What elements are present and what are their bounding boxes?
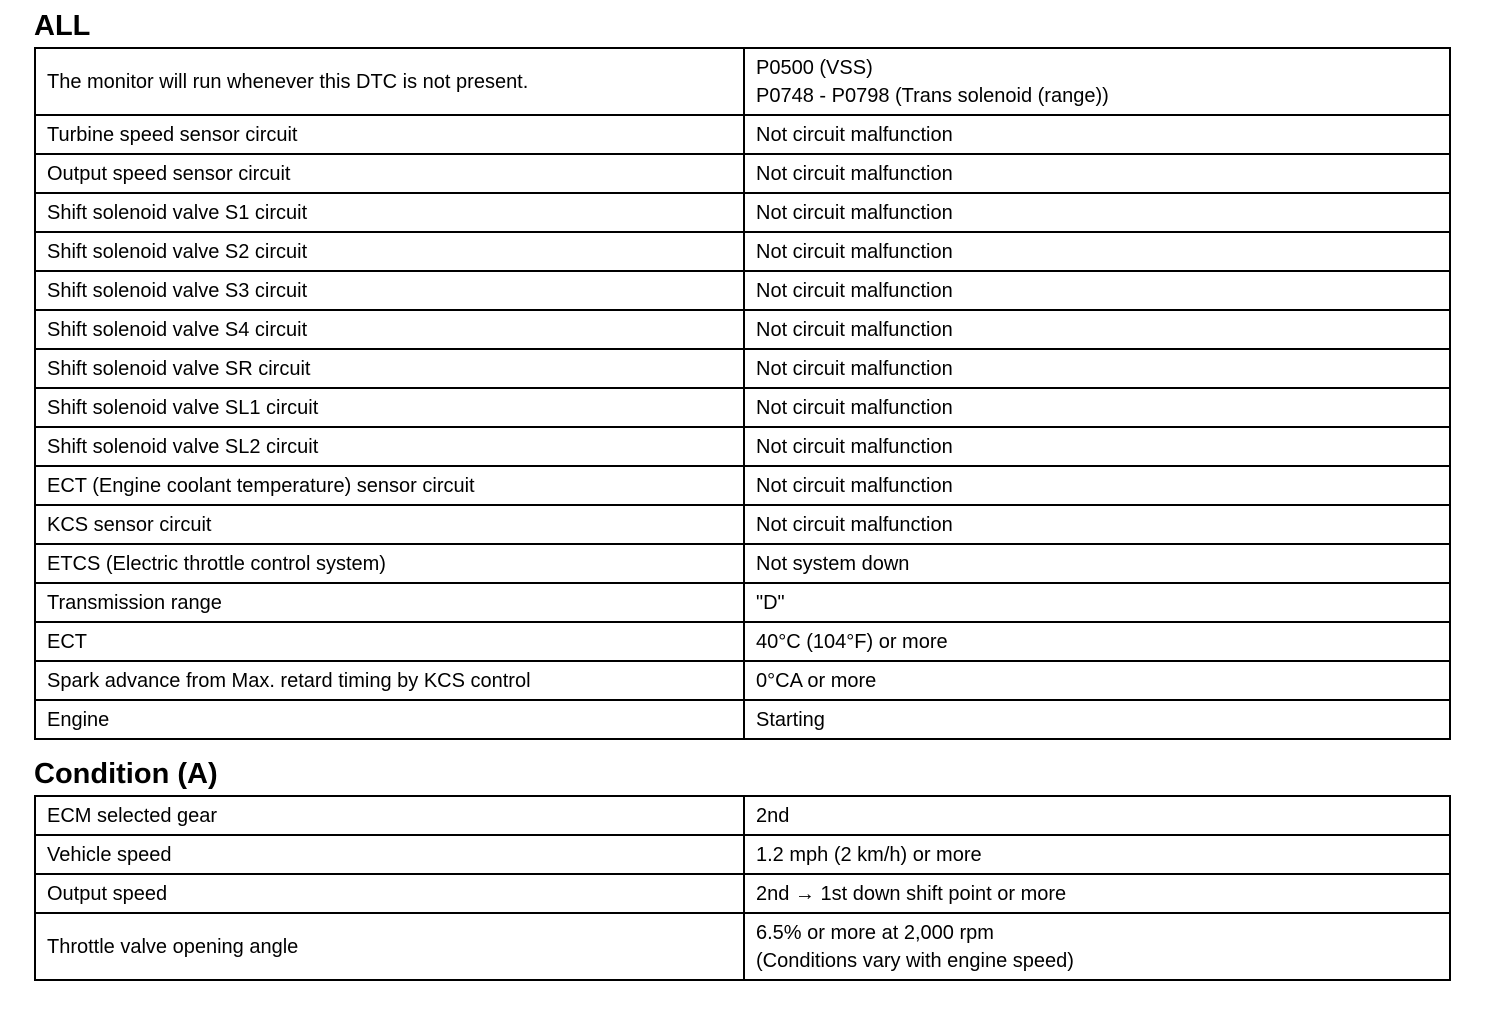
table-row (35, 622, 1450, 661)
condition-item-cell: ETCS (Electric throttle control system) (35, 544, 744, 583)
table-row (35, 913, 1450, 980)
table-row (35, 661, 1450, 700)
table-row (35, 232, 1450, 271)
condition-a-table-body (35, 796, 1450, 980)
condition-value-cell (744, 115, 1450, 154)
condition-value-cell (744, 310, 1450, 349)
condition-item-cell: Vehicle speed (35, 835, 744, 874)
condition-value-line: Not circuit malfunction (756, 513, 953, 536)
section-heading-all: ALL (34, 10, 91, 42)
table-row (35, 466, 1450, 505)
condition-item-cell: Turbine speed sensor circuit (35, 115, 744, 154)
table-row (35, 796, 1450, 835)
condition-value-cell (744, 835, 1450, 874)
condition-value-line: 2nd (756, 804, 790, 827)
condition-value-line: Not circuit malfunction (756, 357, 953, 380)
condition-value-cell (744, 232, 1450, 271)
condition-item-cell: Shift solenoid valve S3 circuit (35, 271, 744, 310)
table-row (35, 544, 1450, 583)
condition-value-line: 6.5% or more at 2,000 rpm (756, 921, 994, 944)
condition-value-line: P0748 - P0798 (Trans solenoid (range)) (756, 84, 1109, 107)
condition-value-line: Not circuit malfunction (756, 201, 953, 224)
table-row (35, 48, 1450, 115)
all-conditions-table-body (35, 48, 1450, 739)
condition-item-cell: Transmission range (35, 583, 744, 622)
condition-value-cell (744, 661, 1450, 700)
condition-value-line: (Conditions vary with engine speed) (756, 949, 1074, 972)
condition-value-cell (744, 583, 1450, 622)
table-row (35, 874, 1450, 913)
condition-item-cell: ECM selected gear (35, 796, 744, 835)
condition-value-line: Not circuit malfunction (756, 279, 953, 302)
condition-value-cell (744, 349, 1450, 388)
condition-value-line: Not circuit malfunction (756, 396, 953, 419)
table-row (35, 583, 1450, 622)
condition-value-cell (744, 193, 1450, 232)
condition-item-cell: The monitor will run whenever this DTC is not present. (35, 48, 744, 115)
condition-item-cell: ECT (Engine coolant temperature) sensor circuit (35, 466, 744, 505)
condition-value-cell (744, 622, 1450, 661)
condition-item-cell: Throttle valve opening angle (35, 913, 744, 980)
condition-value-cell (744, 388, 1450, 427)
condition-item-cell: Shift solenoid valve SL1 circuit (35, 388, 744, 427)
condition-item-cell: Shift solenoid valve S2 circuit (35, 232, 744, 271)
condition-value-cell (744, 796, 1450, 835)
table-row (35, 193, 1450, 232)
condition-item-cell: Shift solenoid valve SL2 circuit (35, 427, 744, 466)
condition-value-cell (744, 913, 1450, 980)
condition-item-cell: Output speed sensor circuit (35, 154, 744, 193)
condition-value-line: Not circuit malfunction (756, 435, 953, 458)
table-row (35, 427, 1450, 466)
table-row (35, 700, 1450, 739)
condition-value-cell (744, 700, 1450, 739)
condition-value-line: 1.2 mph (2 km/h) or more (756, 843, 982, 866)
condition-value-line: Not circuit malfunction (756, 162, 953, 185)
condition-value-cell (744, 154, 1450, 193)
condition-value-line: Not circuit malfunction (756, 240, 953, 263)
condition-value-line: Starting (756, 708, 825, 731)
condition-value-cell (744, 505, 1450, 544)
condition-value-line: "D" (756, 591, 785, 614)
table-row (35, 154, 1450, 193)
table-row (35, 388, 1450, 427)
condition-value-line: P0500 (VSS) (756, 56, 873, 79)
condition-value-line: 0°CA or more (756, 669, 877, 692)
table-row (35, 310, 1450, 349)
condition-value-line: Not circuit malfunction (756, 474, 953, 497)
condition-item-cell: Shift solenoid valve S1 circuit (35, 193, 744, 232)
condition-item-cell: KCS sensor circuit (35, 505, 744, 544)
condition-value-line: Not system down (756, 552, 910, 575)
condition-value-line: Not circuit malfunction (756, 318, 953, 341)
condition-item-cell: Shift solenoid valve SR circuit (35, 349, 744, 388)
condition-value-cell (744, 466, 1450, 505)
condition-value-cell (744, 271, 1450, 310)
table-row (35, 349, 1450, 388)
condition-item-cell: Output speed (35, 874, 744, 913)
condition-item-cell: Shift solenoid valve S4 circuit (35, 310, 744, 349)
condition-value-cell (744, 874, 1450, 913)
condition-value-line: Not circuit malfunction (756, 123, 953, 146)
table-row (35, 835, 1450, 874)
section-heading-condition-a: Condition (A) (34, 758, 218, 790)
all-conditions-table (34, 47, 1451, 740)
condition-item-cell: ECT (35, 622, 744, 661)
condition-item-cell: Engine (35, 700, 744, 739)
table-row (35, 271, 1450, 310)
condition-value-cell (744, 427, 1450, 466)
condition-value-line: 40°C (104°F) or more (756, 630, 948, 653)
table-row (35, 115, 1450, 154)
condition-a-table (34, 795, 1451, 981)
condition-value-line: 2nd → 1st down shift point or more (756, 882, 1067, 905)
condition-value-cell (744, 544, 1450, 583)
table-row (35, 505, 1450, 544)
condition-item-cell: Spark advance from Max. retard timing by KCS control (35, 661, 744, 700)
condition-value-cell (744, 48, 1450, 115)
